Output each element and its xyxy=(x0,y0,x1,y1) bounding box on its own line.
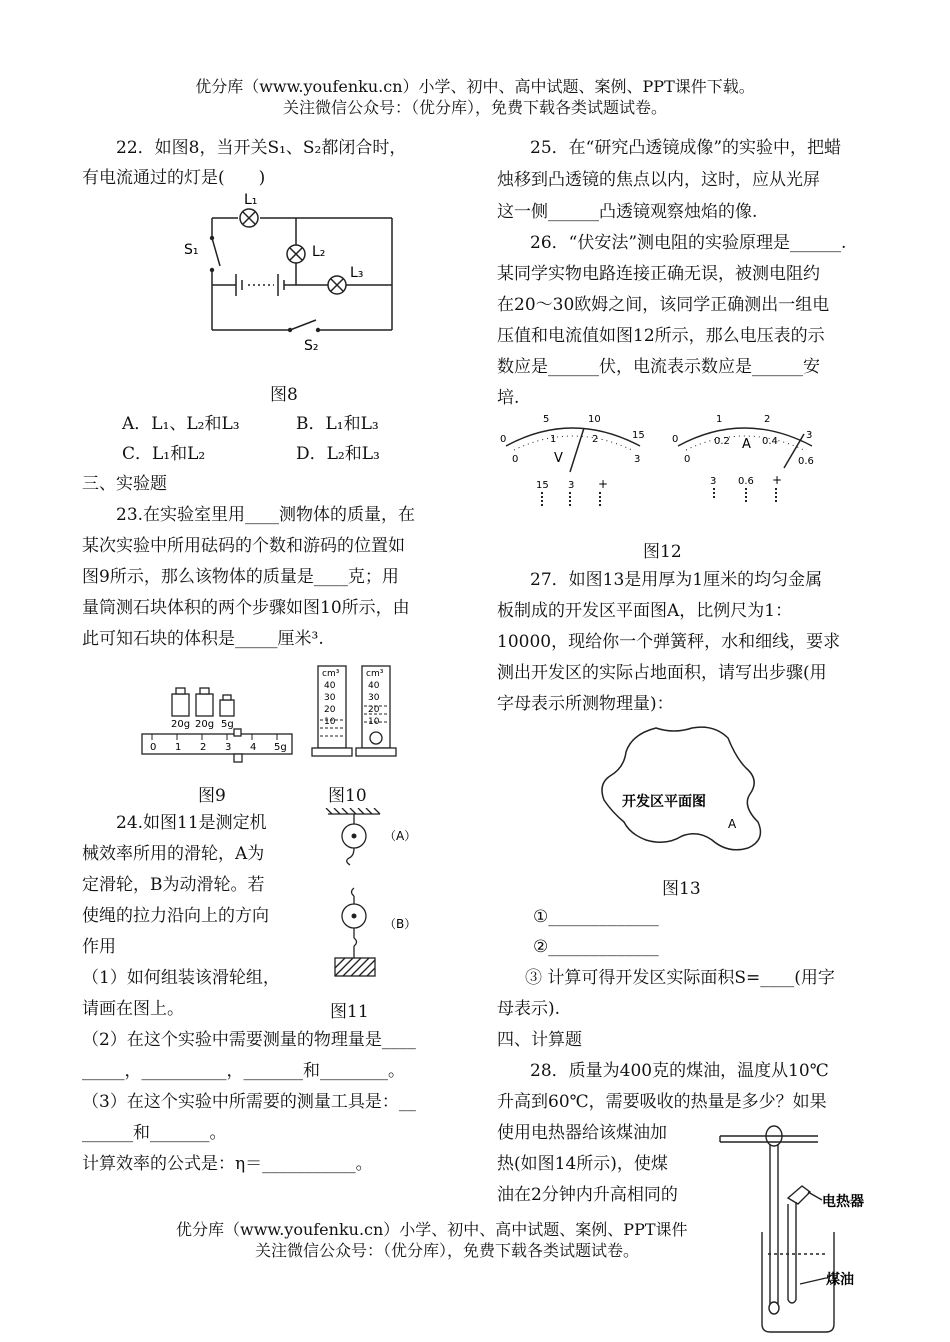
map-label: 开发区平面图 xyxy=(622,794,706,810)
ammeter-figure xyxy=(672,412,822,512)
pulley-b-label: （B） xyxy=(384,917,417,931)
q27-line-1: 27．如图13是用厚为1厘米的均匀金属 xyxy=(530,570,823,590)
ammeter-terminal-06: 0.6 xyxy=(738,476,754,487)
cylinder1-unit: cm³ xyxy=(322,669,340,679)
q27-line-2: 板制成的开发区平面图A，比例尺为1： xyxy=(497,601,793,621)
fig12-caption: 图12 xyxy=(643,542,682,562)
ammeter-inner-0: 0 xyxy=(684,454,691,465)
voltmeter-symbol: V xyxy=(554,451,563,466)
q23-line-3: 图9所示，那么该物体的质量是____克；用 xyxy=(82,567,399,587)
q24-formula: 计算效率的公式是：η＝___________。 xyxy=(82,1154,373,1174)
label-s2: S₂ xyxy=(304,338,319,354)
voltmeter-terminal-15: 15 xyxy=(536,480,549,491)
q24-line-1: 24.如图11是测定机 xyxy=(116,813,267,833)
label-l3: L₃ xyxy=(350,265,364,281)
voltmeter-inner-1: 1 xyxy=(550,434,557,445)
fig8-caption: 图8 xyxy=(270,385,298,405)
label-s1: S₁ xyxy=(184,242,199,258)
footer-line-1: 优分库（www.youfenku.cn）小学、初中、高中试题、案例、PPT课件 xyxy=(176,1220,688,1239)
q26-line-1: 26．“伏安法”测电阻的实验原理是______. xyxy=(530,233,847,253)
q24-line-5: 作用 xyxy=(82,937,116,957)
cylinder1-tick-10: 10 xyxy=(324,717,336,727)
q28-line-2: 升高到60℃，需要吸收的热量是多少？如果 xyxy=(497,1092,827,1112)
balance-figure xyxy=(140,680,300,765)
cylinder2-tick-20: 20 xyxy=(368,705,380,715)
fig9-caption: 图9 xyxy=(198,786,226,806)
ammeter-terminal-plus: + xyxy=(772,473,783,487)
ammeter-outer-0: 0 xyxy=(672,434,679,445)
voltmeter-inner-3: 3 xyxy=(634,454,641,465)
cylinder1-tick-20: 20 xyxy=(324,705,336,715)
heater-figure xyxy=(718,1124,878,1336)
q26-line-2: 某同学实物电路连接正确无误，被测电阻约 xyxy=(497,264,820,284)
fig11-caption: 图11 xyxy=(330,1002,369,1022)
voltmeter-terminal-3: 3 xyxy=(568,480,575,491)
cylinder2-tick-40: 40 xyxy=(368,681,380,691)
q26-line-3: 在20～30欧姆之间，该同学正确测出一组电 xyxy=(497,295,830,315)
cylinder2-unit: cm³ xyxy=(366,669,384,679)
q25-line-2: 烛移到凸透镜的焦点以内，这时，应从光屏 xyxy=(497,170,820,190)
q27-step-2: ②_____________ xyxy=(533,937,659,957)
section-3-heading: 三、实验题 xyxy=(82,474,167,494)
circuit-diagram xyxy=(170,190,410,355)
header-line-1: 优分库（www.youfenku.cn）小学、初中、高中试题、案例、PPT课件下载。 xyxy=(195,77,755,96)
q24-line-4: 使绳的拉力沿向上的方向 xyxy=(82,906,269,926)
ruler-tick-3: 3 xyxy=(225,742,232,753)
ammeter-outer-1: 1 xyxy=(716,414,723,425)
voltmeter-figure xyxy=(500,412,650,512)
q24-sub2-b: _____，__________，_______和________。 xyxy=(82,1061,405,1081)
q22-line-1: 22．如图8，当开关S₁、S₂都闭合时， xyxy=(116,138,407,158)
q23-line-4: 量筒测石块体积的两个步骤如图10所示，由 xyxy=(82,598,410,618)
q24-line-3: 定滑轮，B为动滑轮。若 xyxy=(82,875,265,895)
q26-line-4: 压值和电流值如图12所示，那么电压表的示 xyxy=(497,326,825,346)
q24-sub1-b: 请画在图上。 xyxy=(82,999,184,1019)
cylinders-figure xyxy=(308,662,408,762)
ruler-tick-5: 5g xyxy=(274,742,287,753)
voltmeter-terminal-plus: + xyxy=(598,477,609,491)
footer-line-2: 关注微信公众号：（优分库），免费下载各类试题试卷。 xyxy=(255,1241,640,1260)
q27-step-3-b: 母表示). xyxy=(497,999,561,1019)
q24-sub2-a: （2）在这个实验中需要测量的物理量是____ xyxy=(82,1030,416,1050)
voltmeter-outer-0: 0 xyxy=(500,434,507,445)
ammeter-inner-02: 0.2 xyxy=(714,436,730,447)
q22-option-a: A．L₁、L₂和L₃ xyxy=(122,414,240,434)
q27-step-1: ①_____________ xyxy=(533,907,659,927)
q24-sub1-a: （1）如何组装该滑轮组， xyxy=(82,968,280,988)
pulley-figure xyxy=(318,808,428,988)
q24-sub3-a: （3）在这个实验中所需要的测量工具是：__ xyxy=(82,1092,416,1112)
q22-option-d: D．L₂和L₃ xyxy=(296,444,380,464)
cylinder1-tick-30: 30 xyxy=(324,693,336,703)
oil-label: 煤油 xyxy=(826,1272,854,1288)
ruler-tick-0: 0 xyxy=(150,742,157,753)
ammeter-inner-06: 0.6 xyxy=(798,456,814,467)
q22-option-b: B．L₁和L₃ xyxy=(296,414,379,434)
voltmeter-outer-10: 10 xyxy=(588,414,601,425)
cylinder2-tick-10: 10 xyxy=(368,717,380,727)
ammeter-outer-3: 3 xyxy=(806,430,813,441)
cylinder1-tick-40: 40 xyxy=(324,681,336,691)
q25-line-1: 25．在“研究凸透镜成像”的实验中，把蜡 xyxy=(530,138,842,158)
q28-line-1: 28．质量为400克的煤油，温度从10℃ xyxy=(530,1061,829,1081)
label-l2: L₂ xyxy=(312,244,326,260)
q26-line-5: 数应是______伏，电流表示数应是______安 xyxy=(497,357,820,377)
weight-2: 20g xyxy=(195,719,215,730)
voltmeter-inner-0: 0 xyxy=(512,454,519,465)
q27-line-5: 字母表示所测物理量)： xyxy=(497,694,674,714)
q27-line-3: 10000，现给你一个弹簧秤，水和细线，要求 xyxy=(497,632,841,652)
q27-step-3-a: ③ 计算可得开发区实际面积S=____(用字 xyxy=(525,968,835,988)
ruler-tick-1: 1 xyxy=(175,742,182,753)
q24-sub3-b: ______和_______。 xyxy=(82,1123,227,1143)
q22-line-2: 有电流通过的灯是( ) xyxy=(82,168,266,188)
ruler-tick-4: 4 xyxy=(250,742,257,753)
q27-line-4: 测出开发区的实际占地面积，请写出步骤(用 xyxy=(497,663,827,683)
q23-line-1: 23.在实验室里用____测物体的质量，在 xyxy=(116,505,416,525)
q26-line-6: 培. xyxy=(497,388,520,408)
heater-label: 电热器 xyxy=(822,1194,864,1210)
ruler-tick-2: 2 xyxy=(200,742,207,753)
cylinder2-tick-30: 30 xyxy=(368,693,380,703)
weight-3: 5g xyxy=(221,719,234,730)
q28-line-3: 使用电热器给该煤油加 xyxy=(497,1123,667,1143)
voltmeter-inner-2: 2 xyxy=(592,434,599,445)
fig13-caption: 图13 xyxy=(662,879,701,899)
section-4-heading: 四、计算题 xyxy=(497,1030,582,1050)
ammeter-outer-2: 2 xyxy=(764,414,771,425)
q23-line-2: 某次实验中所用砝码的个数和游码的位置如 xyxy=(82,536,405,556)
pulley-a-label: （A） xyxy=(384,829,417,843)
q28-line-5: 油在2分钟内升高相同的 xyxy=(497,1185,678,1205)
label-l1: L₁ xyxy=(244,192,258,208)
map-figure xyxy=(596,722,776,862)
ammeter-terminal-3: 3 xyxy=(710,476,717,487)
voltmeter-outer-15: 15 xyxy=(632,430,645,441)
ammeter-symbol: A xyxy=(742,437,751,452)
map-letter: A xyxy=(728,817,737,831)
voltmeter-outer-5: 5 xyxy=(543,414,550,425)
q25-line-3: 这一侧______凸透镜观察烛焰的像. xyxy=(497,202,758,222)
q22-option-c: C．L₁和L₂ xyxy=(122,444,206,464)
fig10-caption: 图10 xyxy=(328,786,367,806)
q24-line-2: 械效率所用的滑轮，A为 xyxy=(82,844,265,864)
q23-line-5: 此可知石块的体积是_____厘米³. xyxy=(82,629,324,649)
q28-line-4: 热(如图14所示)，使煤 xyxy=(497,1154,668,1174)
ammeter-inner-04: 0.4 xyxy=(762,436,778,447)
header-line-2: 关注微信公众号：（优分库），免费下载各类试题试卷。 xyxy=(282,98,667,117)
weight-1: 20g xyxy=(171,719,191,730)
